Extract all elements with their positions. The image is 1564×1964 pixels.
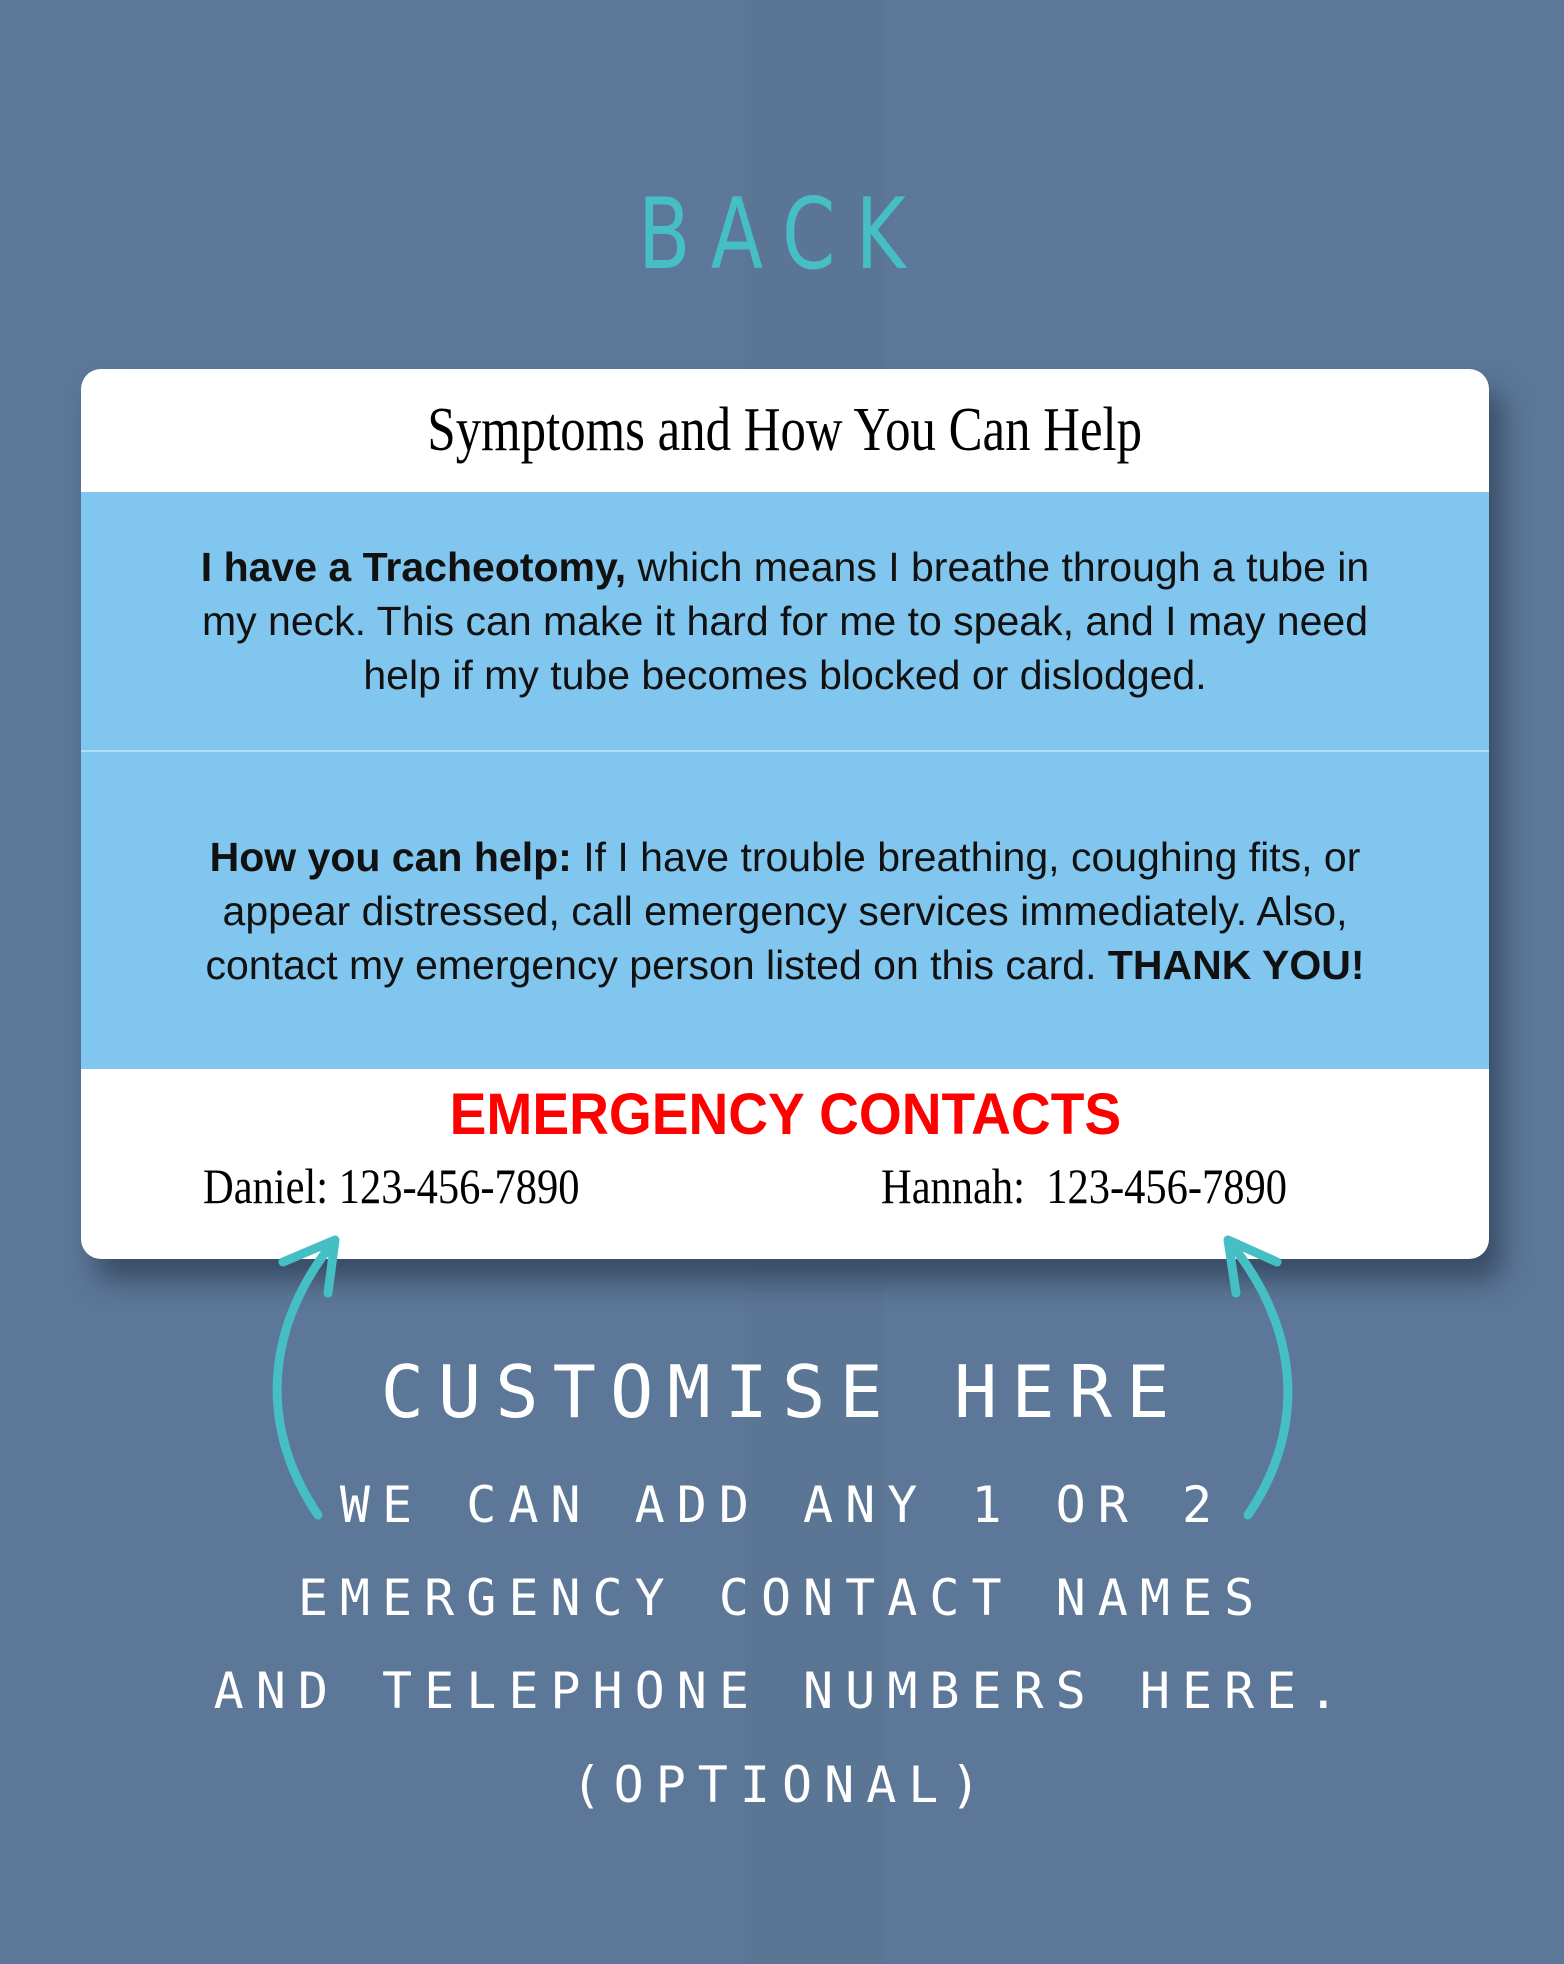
- help-body: If I have trouble breathing, coughing fits, or appear distressed, call emergency services immediately. Also, contact my emergency person listed on this card.: [205, 833, 1361, 988]
- customise-heading: CUSTOMISE HERE: [380, 1350, 1184, 1434]
- page-heading: BACK: [637, 178, 927, 292]
- contact-phone: 123-456-7890: [338, 1158, 580, 1214]
- card-title-text: Symptoms and How You Can Help: [427, 396, 1143, 464]
- emergency-heading-text: EMERGENCY CONTACTS: [449, 1082, 1121, 1147]
- customise-line: WE CAN ADD ANY 1 OR 2: [339, 1476, 1225, 1534]
- condition-body: which means I breathe through a tube in my neck. This can make it hard for me to speak, and I may need help if my tube becomes blocked or dislodged.: [201, 544, 1370, 698]
- condition-bold: I have a Tracheotomy,: [200, 544, 627, 590]
- help-bold: How you can help:: [209, 833, 572, 880]
- contact-name: Hannah:: [881, 1158, 1025, 1214]
- customise-line: (OPTIONAL): [571, 1756, 993, 1814]
- thank-you: THANK YOU!: [1107, 941, 1365, 988]
- contact-name: Daniel:: [203, 1158, 329, 1214]
- customise-line: AND TELEPHONE NUMBERS HERE.: [213, 1662, 1351, 1720]
- customise-line: EMERGENCY CONTACT NAMES: [297, 1569, 1267, 1627]
- contact-phone: 123-456-7890: [1046, 1158, 1288, 1214]
